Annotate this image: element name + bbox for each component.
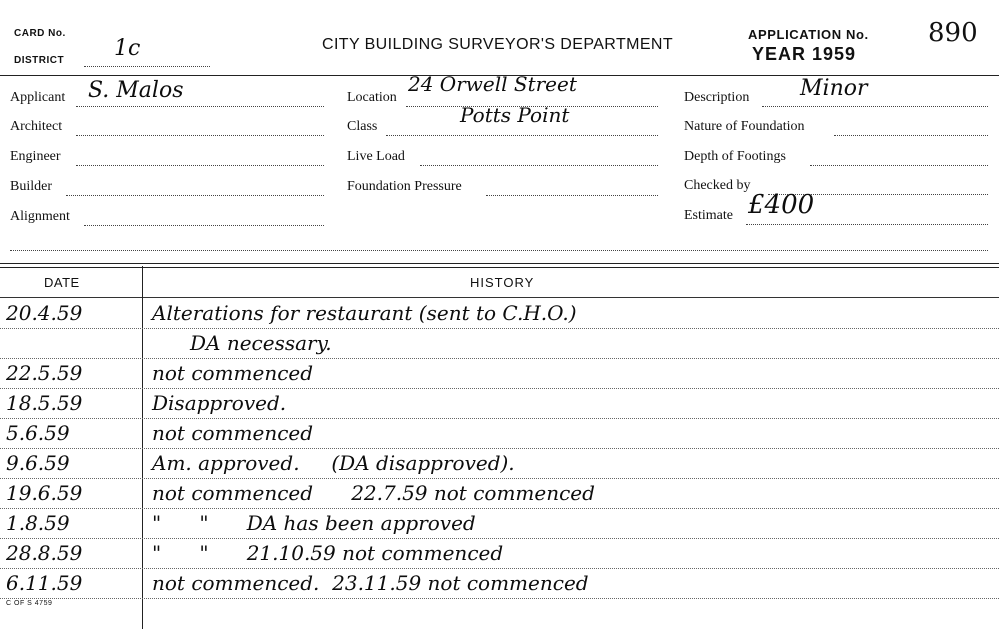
location-value-suburb: Potts Point: [460, 103, 570, 127]
history-date: 18.5.59: [6, 391, 83, 415]
location-value-street: 24 Orwell Street: [408, 72, 577, 96]
history-row-rule: [0, 418, 999, 419]
history-date: 20.4.59: [6, 301, 83, 325]
depth-of-footings-label: Depth of Footings: [684, 149, 786, 164]
foundation-pressure-label: Foundation Pressure: [347, 179, 462, 194]
form-code: C OF S 4759: [6, 600, 53, 607]
history-entry: not commenced: [152, 421, 314, 445]
card-no-label: CARD No.: [14, 28, 66, 39]
history-date: 9.6.59: [6, 451, 70, 475]
history-row-rule: [0, 508, 999, 509]
history-entry: not commenced 22.7.59 not commenced: [152, 481, 595, 505]
field-block-bottom-line: [10, 250, 988, 251]
class-label: Class: [347, 119, 378, 134]
history-date: 6.11.59: [6, 571, 83, 595]
estimate-value: £400: [748, 190, 815, 220]
history-row-rule: [0, 388, 999, 389]
history-entry: Disapproved.: [152, 391, 287, 415]
engineer-label: Engineer: [10, 149, 61, 164]
history-row-rule: [0, 448, 999, 449]
history-row-rule: [0, 328, 999, 329]
history-date: 22.5.59: [6, 361, 83, 385]
department-title: CITY BUILDING SURVEYOR'S DEPARTMENT: [322, 36, 674, 53]
history-date: 1.8.59: [6, 511, 70, 535]
year-label: YEAR 1959: [752, 44, 857, 64]
district-label: DISTRICT: [14, 55, 65, 66]
history-entry: not commenced: [152, 361, 314, 385]
history-date: 5.6.59: [6, 421, 70, 445]
history-top-rule: [0, 263, 999, 268]
history-row-rule: [0, 358, 999, 359]
application-no-value: 890: [928, 18, 978, 48]
history-row-rule: [0, 538, 999, 539]
history-entry: not commenced. 23.11.59 not commenced: [152, 571, 589, 595]
history-header-rule: [0, 297, 999, 298]
alignment-label: Alignment: [10, 209, 70, 224]
history-row-rule: [0, 598, 999, 599]
description-label: Description: [684, 90, 750, 105]
history-entry: Am. approved. (DA disapproved).: [152, 451, 515, 475]
architect-label: Architect: [10, 119, 63, 134]
district-value: 1c: [114, 36, 141, 61]
location-label: Location: [347, 90, 397, 105]
history-entry: " " 21.10.59 not commenced: [152, 541, 504, 565]
history-entry: Alterations for restaurant (sent to C.H.O.): [152, 301, 577, 325]
history-header: HISTORY: [470, 275, 535, 290]
history-entry: " " DA has been approved: [152, 511, 476, 535]
application-no-label: APPLICATION No.: [748, 27, 869, 42]
applicant-value: S. Malos: [88, 78, 184, 103]
nature-of-foundation-label: Nature of Foundation: [684, 119, 805, 134]
history-row-rule: [0, 568, 999, 569]
history-date: 19.6.59: [6, 481, 83, 505]
live-load-label: Live Load: [347, 149, 405, 164]
applicant-label: Applicant: [10, 90, 66, 105]
history-entry: DA necessary.: [190, 331, 332, 355]
district-line: [84, 66, 210, 67]
estimate-label: Estimate: [684, 208, 733, 223]
checked-by-label: Checked by: [684, 178, 751, 193]
date-header: DATE: [44, 275, 80, 290]
description-value: Minor: [800, 76, 868, 101]
builder-label: Builder: [10, 179, 52, 194]
history-row-rule: [0, 478, 999, 479]
history-date: 28.8.59: [6, 541, 83, 565]
